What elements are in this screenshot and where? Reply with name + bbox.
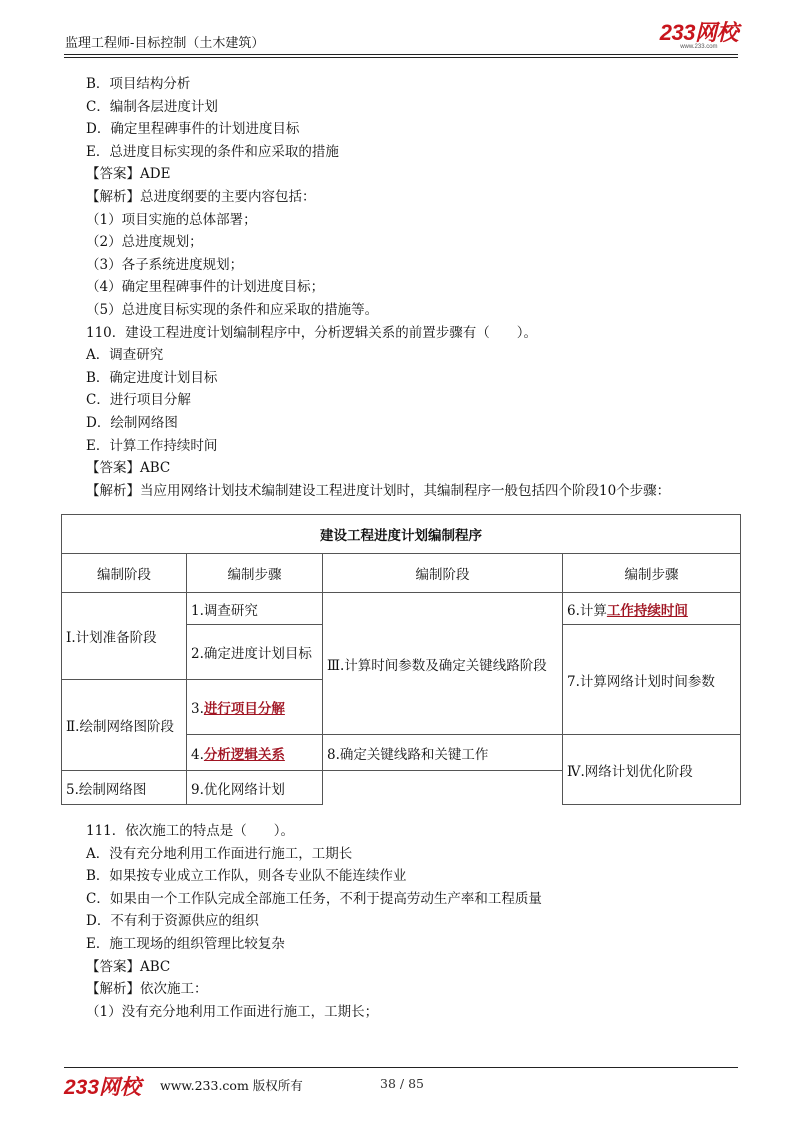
analysis-line: 【解析】总进度纲要的主要内容包括： <box>86 188 316 205</box>
stage-cell: Ⅲ.计算时间参数及确定关键线路阶段 <box>323 593 563 735</box>
analysis-line: 【解析】依次施工： <box>86 981 208 998</box>
option-line: E．施工现场的组织管理比较复杂 <box>86 935 285 952</box>
brand-logo[interactable] <box>660 22 738 50</box>
step-cell: 1.调查研究 <box>187 593 323 625</box>
text-line: B．项目结构分析 <box>86 76 191 92</box>
text-line: （4）确定里程碑事件的计划进度目标； <box>86 279 325 296</box>
footer-rule <box>64 1067 738 1068</box>
option-line: A．没有充分地利用工作面进行施工，工期长 <box>86 845 353 862</box>
step-cell: 5.绘制网络图 <box>62 771 187 805</box>
stage-cell: Ⅰ.计划准备阶段 <box>62 593 187 680</box>
step-cell: 2.确定进度计划目标 <box>187 625 323 680</box>
option-line: A．调查研究 <box>86 347 164 364</box>
table-header-cell: 编制步骤 <box>187 554 323 593</box>
table-title: 建设工程进度计划编制程序 <box>62 515 741 554</box>
answer-line: 【答案】ABC <box>86 958 171 975</box>
option-line: B．确定进度计划目标 <box>86 369 218 386</box>
text-line: （2）总进度规划； <box>86 234 203 251</box>
footer-logo-number: 233 <box>64 1076 100 1099</box>
footer-logo-text: 网校 <box>99 1076 142 1099</box>
stage-cell: Ⅱ.绘制网络图阶段 <box>62 680 187 771</box>
footer-logo[interactable] <box>64 1071 141 1101</box>
step-cell: 4.分析逻辑关系 <box>187 735 323 771</box>
answer-line: 【答案】ADE <box>86 166 171 183</box>
content-top <box>86 73 746 502</box>
header-rule <box>64 54 738 55</box>
page-header-title: 监理工程师-目标控制（土木建筑） <box>65 36 265 51</box>
page-number: 38 / 85 <box>380 1076 424 1091</box>
text-line: （3）各子系统进度规划； <box>86 256 244 273</box>
text-line: （5）总进度目标实现的条件和应采取的措施等。 <box>86 301 379 318</box>
text-line: （1）项目实施的总体部署； <box>86 211 257 228</box>
step-cell: 6.计算工作持续时间 <box>563 593 741 625</box>
step-cell: 8.确定关键线路和关键工作 <box>323 735 563 771</box>
step-cell: 7.计算网络计划时间参数 <box>563 625 741 735</box>
text-line: （1）没有充分地利用工作面进行施工，工期长； <box>86 1003 379 1020</box>
option-line: E．计算工作持续时间 <box>86 437 218 454</box>
step-cell: 9.优化网络计划 <box>187 771 323 805</box>
text-line: E．总进度目标实现的条件和应采取的措施 <box>86 143 339 160</box>
table-header-cell: 编制阶段 <box>323 554 563 593</box>
table-header-cell: 编制阶段 <box>62 554 187 593</box>
option-line: B．如果按专业成立工作队，则各专业队不能连续作业 <box>86 868 407 885</box>
step-link[interactable]: 工作持续时间 <box>606 602 688 619</box>
question-line: 111．依次施工的特点是（ ）。 <box>86 823 295 839</box>
question-line: 110．建设工程进度计划编制程序中，分析逻辑关系的前置步骤有（ ）。 <box>86 324 538 341</box>
analysis-line: 【解析】当应用网络计划技术编制建设工程进度计划时，其编制程序一般包括四个阶段10个步骤： <box>86 482 671 499</box>
option-line: D．不有利于资源供应的组织 <box>86 913 259 930</box>
stage-cell: Ⅳ.网络计划优化阶段 <box>563 735 741 805</box>
option-line: C．如果由一个工作队完成全部施工任务，不利于提高劳动生产率和工程质量 <box>86 890 542 907</box>
logo-url: www.233.com <box>680 44 718 50</box>
table-header-cell: 编制步骤 <box>563 554 741 593</box>
logo-number: 233 <box>659 20 695 45</box>
step-link[interactable]: 分析逻辑关系 <box>203 746 285 763</box>
text-line: D．确定里程碑事件的计划进度目标 <box>86 121 300 138</box>
option-line: C．进行项目分解 <box>86 392 191 409</box>
answer-line: 【答案】ABC <box>86 460 171 477</box>
step-cell: 3.进行项目分解 <box>187 680 323 735</box>
procedure-table <box>61 514 740 805</box>
step-link[interactable]: 进行项目分解 <box>203 701 285 717</box>
text-line: C．编制各层进度计划 <box>86 98 218 115</box>
option-line: D．绘制网络图 <box>86 414 178 431</box>
header-rule-thin <box>64 57 738 58</box>
logo-text: 网校 <box>694 20 738 45</box>
footer-site: www.233.com 版权所有 <box>160 1078 303 1093</box>
content-bottom <box>86 820 746 1023</box>
